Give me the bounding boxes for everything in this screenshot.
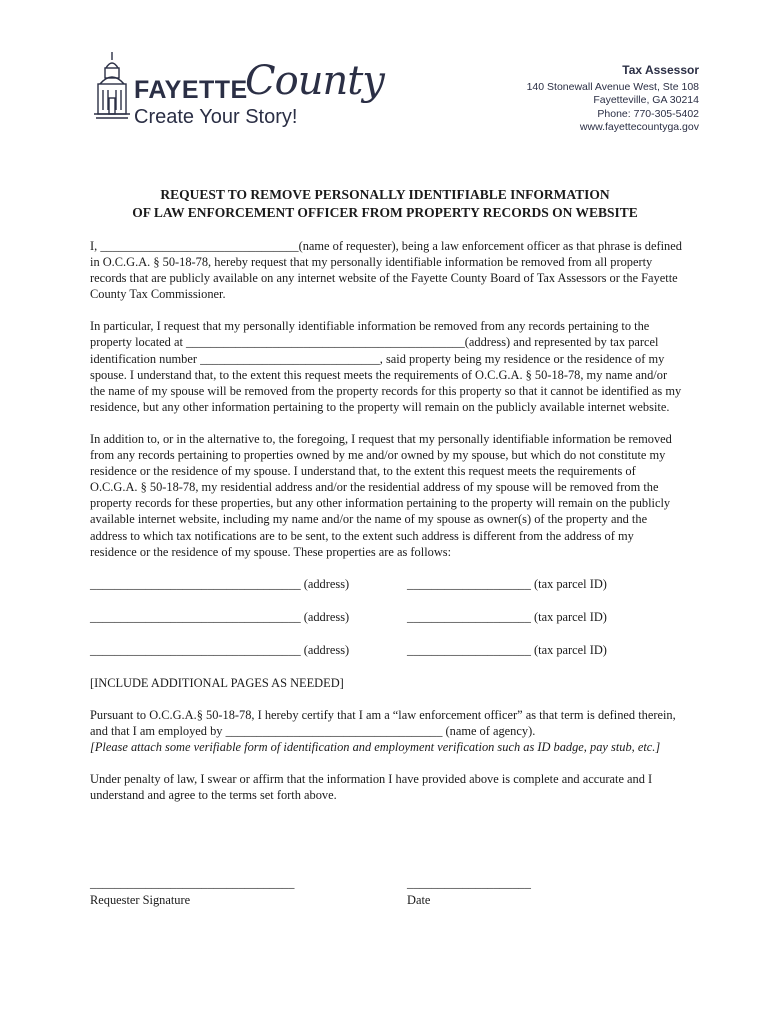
office-city: Fayetteville, GA 30214 (593, 94, 699, 106)
office-phone: Phone: 770-305-5402 (597, 107, 699, 120)
property-parcel-field[interactable]: ____________________ (tax parcel ID) (407, 576, 607, 591)
property-parcel-field[interactable]: ____________________ (tax parcel ID) (407, 609, 607, 624)
certification-paragraph (90, 707, 682, 755)
property-parcel-field[interactable]: ____________________ (tax parcel ID) (407, 642, 607, 657)
signature-label: Requester Signature (90, 893, 191, 907)
attachment-instruction: [Please attach some verifiable form of identification and employment verification such as ID badge, pay stub, etc.] (90, 739, 661, 754)
property-address-field[interactable]: __________________________________ (address) (90, 609, 350, 624)
office-title: Tax Assessor (622, 63, 699, 77)
logo-county-script: County (245, 58, 384, 104)
residence-paragraph: In particular, I request that my personally identifiable information be removed from any records pertaining to the property located at _____________________________________________(address) and represented by tax parcel identification number _____________________________, said property being my residence or the residence of my spouse. I understand that, to the extent this request meets the requirements of O.C.G.A. § 50-18-78, my name and/or the name of my spouse will be removed from the property records for this property so that it cannot be identified as my residence, but any other information pertaining to the property will remain on the publicly available internet website. (90, 319, 682, 414)
title-line-2: OF LAW ENFORCEMENT OFFICER FROM PROPERTY RECORDS ON WEBSITE (132, 205, 638, 220)
property-address-field[interactable]: __________________________________ (address) (90, 642, 350, 657)
logo-fayette-text: FAYETTE (134, 76, 248, 104)
property-row (90, 609, 682, 642)
requester-paragraph: I, ________________________________(name of requester), being a law enforcement officer as that phrase is defined in O.C.G.A. § 50-18-78, hereby request that my personally identifiable information be removed from all property records that are publicly available on any internet website of the Fayette County Board of Tax Assessors or the Fayette County Tax Commissioner. (90, 239, 682, 302)
document-title (0, 186, 770, 222)
signature-field[interactable]: _________________________________ (90, 876, 295, 890)
date-label: Date (407, 893, 431, 907)
other-properties-paragraph: In addition to, or in the alternative to, the foregoing, I request that my personally identifiable information be removed from any records pertaining to properties owned by me and/or owned by my spouse, but which do not constitute my residence or the residence of my spouse. I understand that, to the extent this request meets the requirements of O.C.G.A. § 50-18-78, my residential address and/or the residential address of my spouse will be removed from the property records for these properties, but any other information pertaining to the property will remain on the publicly available internet website, including my name and/or the name of my spouse as owner(s) of the property and the address to which tax notifications are to be sent, to the extent such address is different from the address of my residence or the residence of my spouse. These properties are as follows: (90, 431, 672, 559)
office-website: www.fayettecountyga.gov (579, 121, 699, 133)
signature-block (90, 876, 690, 916)
page-header (0, 0, 770, 140)
title-line-1: REQUEST TO REMOVE PERSONALLY IDENTIFIABLE INFORMATION (160, 187, 610, 202)
office-contact-block (527, 64, 699, 135)
courthouse-icon (92, 50, 132, 130)
date-field[interactable]: ____________________ (407, 876, 531, 890)
property-row (90, 642, 682, 675)
additional-pages-note: [INCLUDE ADDITIONAL PAGES AS NEEDED] (90, 675, 344, 690)
property-row (90, 576, 682, 609)
document-body (90, 238, 682, 819)
certification-text: Pursuant to O.C.G.A.§ 50-18-78, I hereby certify that I am a “law enforcement officer” as that term is defined therein, and that I am employed by ___________________________________ (name of agency). (90, 707, 676, 738)
property-address-field[interactable]: __________________________________ (address) (90, 576, 350, 591)
logo-tagline: Create Your Story! (134, 106, 298, 128)
fayette-county-logo (92, 50, 384, 132)
affirmation-paragraph: Under penalty of law, I swear or affirm that the information I have provided above is complete and accurate and I understand and agree to the terms set forth above. (90, 772, 653, 803)
office-address: 140 Stonewall Avenue West, Ste 108 (526, 80, 699, 93)
